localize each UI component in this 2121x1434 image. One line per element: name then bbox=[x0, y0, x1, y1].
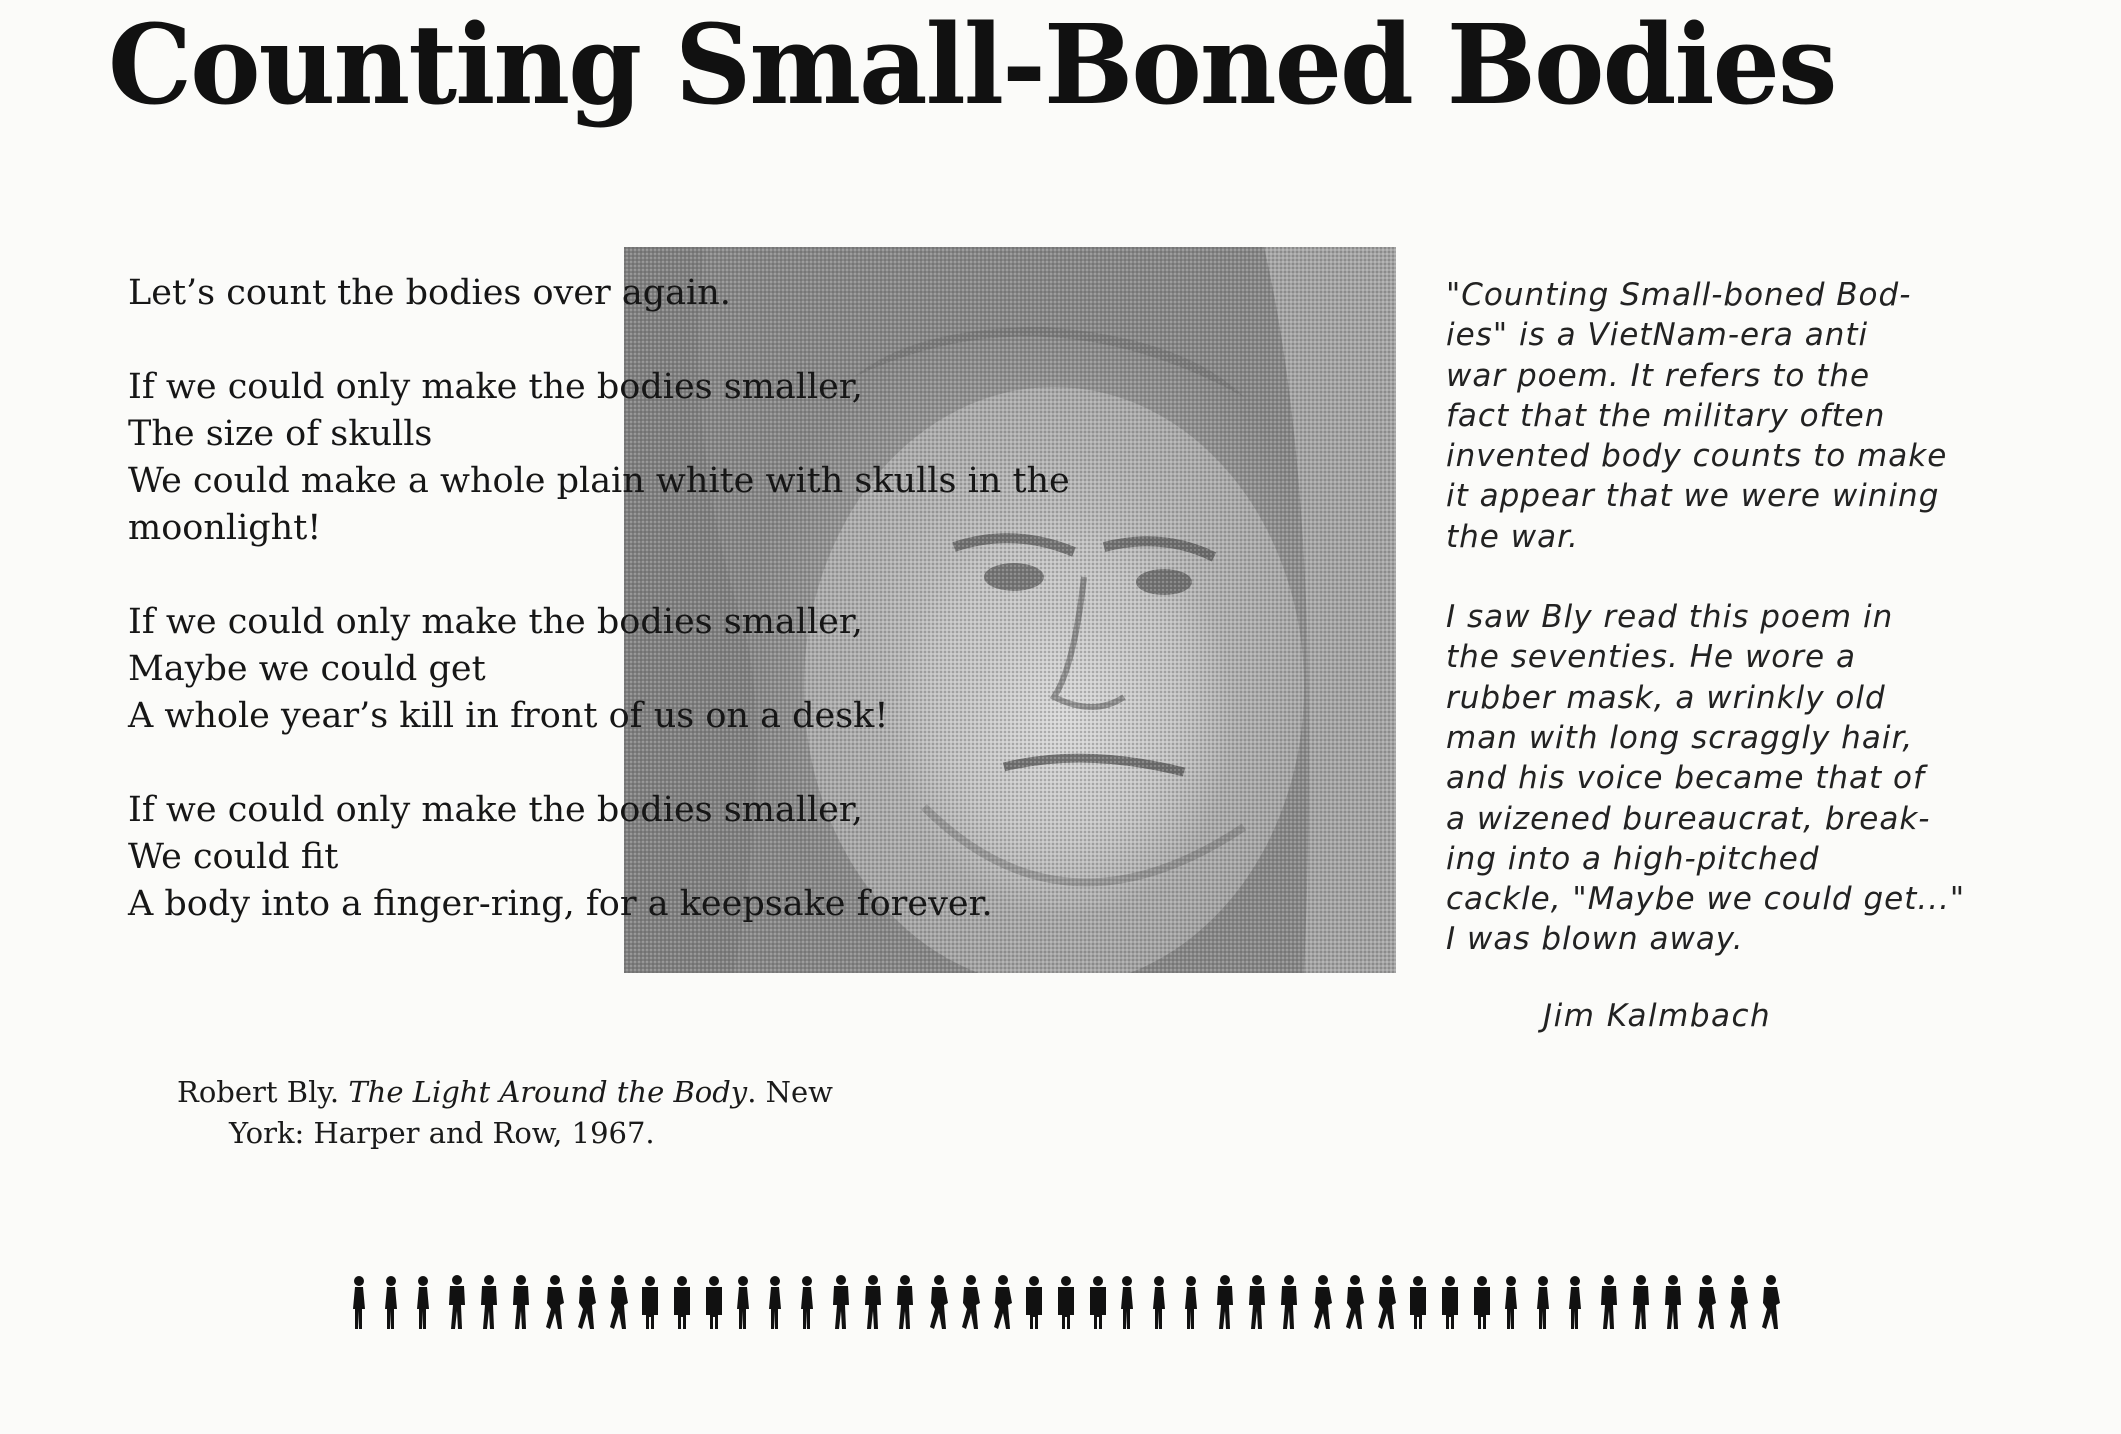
citation-author: Robert Bly. bbox=[177, 1075, 340, 1109]
silhouette-figure bbox=[865, 1275, 881, 1329]
commentary-line: invented body counts to make bbox=[1446, 438, 1948, 475]
silhouette-figure bbox=[769, 1276, 781, 1329]
silhouette-figure bbox=[1185, 1276, 1197, 1329]
silhouette-figure bbox=[1121, 1276, 1133, 1329]
commentary-line: it appear that we were wining bbox=[1446, 478, 1940, 515]
silhouette-figure bbox=[1601, 1275, 1617, 1329]
commentary-line: war poem. It refers to the bbox=[1446, 357, 1871, 394]
silhouette-figure bbox=[513, 1275, 529, 1329]
commentary-line: rubber mask, a wrinkly old bbox=[1446, 679, 1886, 716]
commentary-line: and his voice became that of bbox=[1446, 760, 1925, 797]
silhouette-figure bbox=[833, 1275, 849, 1329]
poem-line: A body into a finger-ring, for a keepsake forever. bbox=[128, 884, 993, 924]
poem-line: We could make a whole plain white with skulls in the bbox=[128, 461, 1070, 501]
silhouette-figure bbox=[1474, 1276, 1490, 1329]
silhouette-figure bbox=[1346, 1275, 1364, 1329]
poem-stanza bbox=[128, 364, 1128, 552]
silhouette-figure bbox=[1249, 1275, 1265, 1329]
commentary-line: cackle, "Maybe we could get..." bbox=[1446, 881, 1966, 918]
poem-line: We could fit bbox=[128, 837, 339, 877]
silhouette-figure bbox=[1153, 1276, 1165, 1329]
poem-line: If we could only make the bodies smaller, bbox=[128, 790, 863, 830]
silhouette-figure bbox=[1378, 1275, 1396, 1329]
commentary-line: I was blown away. bbox=[1446, 921, 1744, 958]
silhouette-figure bbox=[801, 1276, 813, 1329]
poem-line: A whole year’s kill in front of us on a desk! bbox=[128, 696, 889, 736]
commentary-line: fact that the military often bbox=[1446, 397, 1886, 434]
silhouette-figure bbox=[706, 1276, 722, 1329]
silhouette-figure bbox=[1217, 1275, 1233, 1329]
commentary-line: "Counting Small-boned Bod- bbox=[1446, 277, 1912, 313]
commentary-line: ing into a high-pitched bbox=[1446, 840, 1820, 877]
silhouette-figure bbox=[481, 1275, 497, 1329]
silhouette-figure bbox=[897, 1275, 913, 1329]
poem-stanza bbox=[128, 599, 1128, 740]
commentary-paragraph bbox=[1446, 275, 2006, 557]
silhouette-figure bbox=[1698, 1275, 1716, 1329]
silhouette-figure bbox=[385, 1276, 397, 1329]
silhouette-figure bbox=[1569, 1276, 1581, 1329]
silhouette-figure bbox=[1026, 1276, 1042, 1329]
citation-publisher: York: Harper and Row, 1967. bbox=[229, 1116, 655, 1150]
poem-stanza bbox=[128, 270, 1128, 317]
page-title: Counting Small-Boned Bodies bbox=[108, 0, 1836, 129]
citation-publisher-start: . New bbox=[747, 1075, 833, 1109]
silhouette-figure bbox=[674, 1276, 690, 1329]
citation-book-title: The Light Around the Body bbox=[348, 1075, 748, 1109]
silhouette-figure bbox=[1314, 1275, 1332, 1329]
silhouette-figure bbox=[1537, 1276, 1549, 1329]
silhouette-figure bbox=[610, 1275, 628, 1329]
silhouette-figure bbox=[930, 1275, 948, 1329]
poem-line: Let’s count the bodies over again. bbox=[128, 273, 731, 313]
silhouette-figure bbox=[546, 1275, 564, 1329]
silhouette-figure bbox=[578, 1275, 596, 1329]
silhouette-figure bbox=[994, 1275, 1012, 1329]
commentary-line: I saw Bly read this poem in bbox=[1446, 599, 1894, 636]
poem-line: Maybe we could get bbox=[128, 649, 486, 689]
silhouette-figure bbox=[1633, 1275, 1649, 1329]
commentary-paragraph bbox=[1446, 597, 2006, 960]
silhouette-figure bbox=[737, 1276, 749, 1329]
silhouette-figure bbox=[962, 1275, 980, 1329]
silhouette-figure bbox=[449, 1275, 465, 1329]
silhouette-figure bbox=[417, 1276, 429, 1329]
poem-line: The size of skulls bbox=[128, 414, 433, 454]
poem-body bbox=[128, 270, 1128, 975]
commentary-line: the war. bbox=[1446, 518, 1579, 555]
commentary-line: ies" is a VietNam-era anti bbox=[1446, 317, 1869, 354]
commentary-line: the seventies. He wore a bbox=[1446, 639, 1856, 676]
commentary-line: a wizened bureaucrat, break- bbox=[1446, 800, 1931, 837]
citation bbox=[177, 1072, 897, 1154]
silhouette-figure-strip bbox=[350, 1272, 1790, 1332]
poem-line: If we could only make the bodies smaller, bbox=[128, 367, 863, 407]
commentary-line: man with long scraggly hair, bbox=[1446, 719, 1914, 756]
silhouette-figure bbox=[642, 1276, 658, 1329]
silhouette-figure bbox=[1058, 1276, 1074, 1329]
signature: Jim Kalmbach bbox=[1543, 998, 1772, 1034]
silhouette-figure bbox=[1410, 1276, 1426, 1329]
silhouette-figure bbox=[353, 1276, 365, 1329]
silhouette-figure bbox=[1730, 1275, 1748, 1329]
silhouette-figure bbox=[1281, 1275, 1297, 1329]
silhouette-figure bbox=[1665, 1275, 1681, 1329]
poem-line: moonlight! bbox=[128, 508, 322, 548]
silhouette-figure bbox=[1505, 1276, 1517, 1329]
poem-stanza bbox=[128, 787, 1128, 928]
silhouette-figure bbox=[1442, 1276, 1458, 1329]
poem-line: If we could only make the bodies smaller, bbox=[128, 602, 863, 642]
silhouette-figure bbox=[1090, 1276, 1106, 1329]
silhouette-figure bbox=[1762, 1275, 1780, 1329]
commentary bbox=[1446, 275, 2006, 1000]
